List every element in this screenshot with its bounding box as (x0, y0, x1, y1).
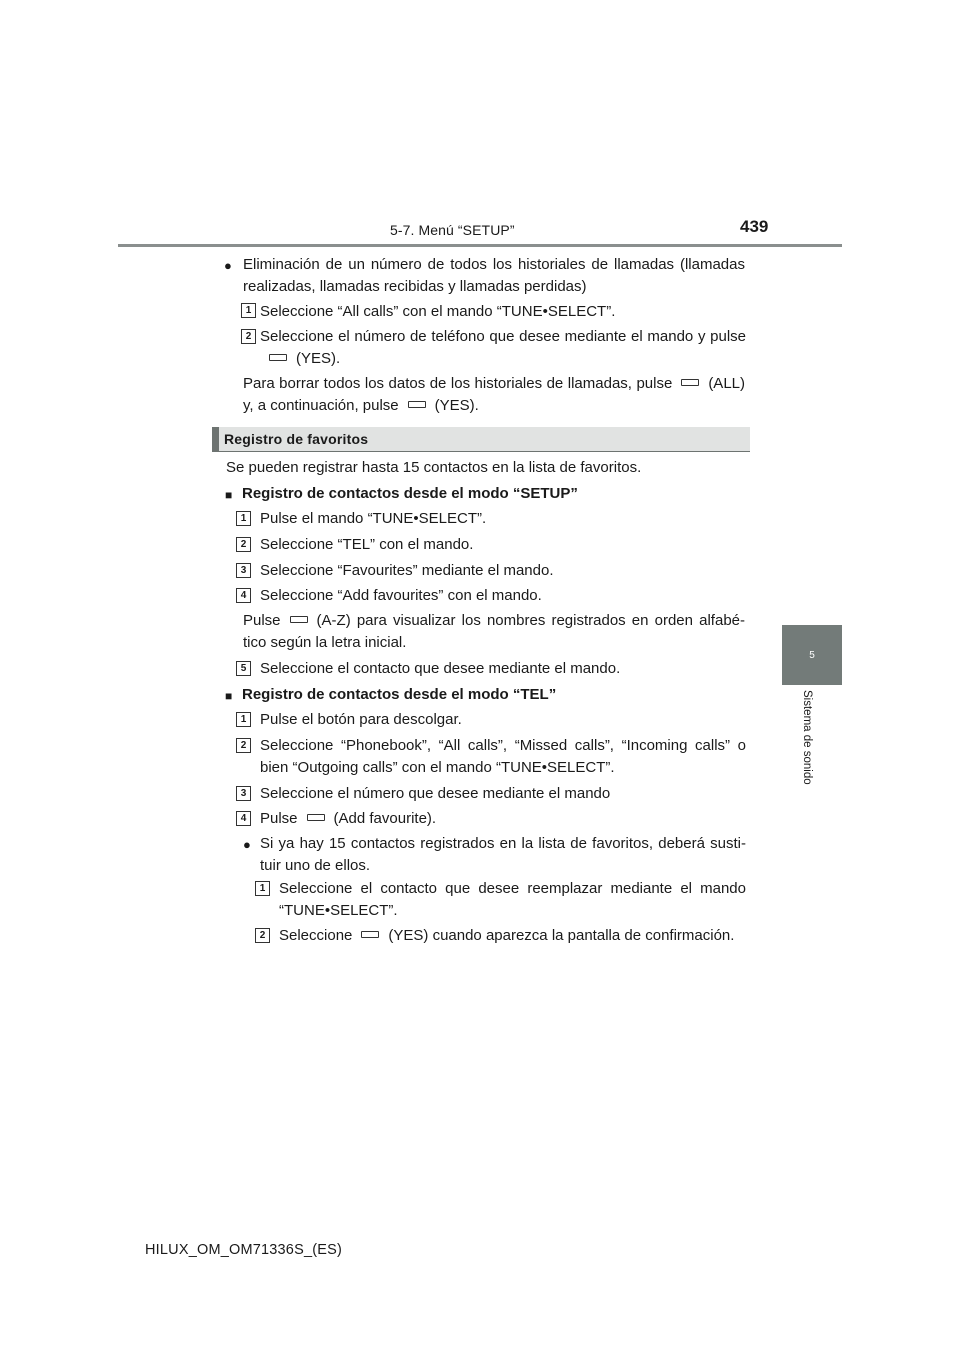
step-text: Seleccione el contacto que desee reemplazar mediante el mando “TUNE•SELECT”. (279, 880, 746, 919)
step-badge: 2 (241, 329, 256, 344)
section-intro: Se pueden registrar hasta 15 contactos en la lista de favoritos. (226, 459, 642, 476)
subheading: Registro de contactos desde el modo “SETUP” (242, 485, 578, 502)
step-badge: 1 (236, 511, 251, 526)
button-icon (408, 401, 426, 408)
button-icon (361, 931, 379, 938)
step-text: Seleccione el número que desee mediante el mando (260, 785, 611, 802)
step-badge: 2 (236, 738, 251, 753)
step-badge: 2 (236, 537, 251, 552)
subheading: Registro de contactos desde el modo “TEL” (242, 686, 557, 703)
step-text: Seleccione “All calls” con el mando “TUNE•SELECT”. (260, 303, 616, 320)
button-icon (307, 814, 325, 821)
step-text: Seleccione “Add favourites” con el mando. (260, 587, 542, 604)
step-badge: 1 (241, 303, 256, 318)
document-code: HILUX_OM_OM71336S_(ES) (145, 1242, 343, 1258)
block-intro: Eliminación de un número de todos los historiales de llamadas (llamadas realizadas, llamadas recibidas y llamadas perdidas) (243, 256, 745, 295)
running-header-section: 5-7. Menú “SETUP” (390, 222, 515, 238)
chapter-number: 5 (809, 649, 815, 661)
step-badge: 3 (236, 563, 251, 578)
step-text: Seleccione (YES) cuando aparezca la pantalla de confirmación. (279, 927, 735, 944)
note-text: Pulse (A-Z) para visualizar los nombres registrados en orden alfabé-tico según la letra inicial. (243, 612, 745, 651)
section-header-bar (212, 427, 219, 452)
step-text: Seleccione el número de teléfono que desee mediante el mando y pulse(YES). (260, 328, 746, 367)
step-text: Seleccione “TEL” con el mando. (260, 536, 474, 553)
button-icon (681, 379, 699, 386)
square-marker: ■ (225, 488, 233, 502)
step-badge: 4 (236, 811, 251, 826)
step-text: Seleccione “Phonebook”, “All calls”, “Missed calls”, “Incoming calls” o bien “Outgoing calls” con el mando “TUNE•SELECT”. (260, 737, 746, 776)
step-badge: 3 (236, 786, 251, 801)
step-badge: 1 (255, 881, 270, 896)
header-divider (118, 244, 842, 247)
chapter-title: Sistema de sonido (801, 690, 813, 785)
step-badge: 1 (236, 712, 251, 727)
bullet-text: Si ya hay 15 contactos registrados en la lista de favoritos, deberá susti-tuir uno de ellos. (260, 835, 746, 874)
bullet-marker: ● (224, 258, 232, 273)
button-icon (269, 354, 287, 361)
button-icon (290, 616, 308, 623)
note-text: Para borrar todos los datos de los historiales de llamadas, pulse (ALL) y, a continuación, pulse (YES). (243, 375, 745, 414)
section-title: Registro de favoritos (224, 431, 369, 447)
step-badge: 5 (236, 661, 251, 676)
step-text: Pulse el botón para descolgar. (260, 711, 462, 728)
square-marker: ■ (225, 689, 233, 703)
page-number: 439 (740, 217, 769, 236)
step-text: Seleccione el contacto que desee mediante el mando. (260, 660, 621, 677)
step-text: Pulse el mando “TUNE•SELECT”. (260, 510, 487, 527)
step-text: Seleccione “Favourites” mediante el mando. (260, 562, 554, 579)
step-text: Pulse (Add favourite). (260, 810, 437, 827)
chapter-tab (782, 625, 842, 685)
step-badge: 4 (236, 588, 251, 603)
step-badge: 2 (255, 928, 270, 943)
bullet-marker: ● (243, 837, 251, 852)
